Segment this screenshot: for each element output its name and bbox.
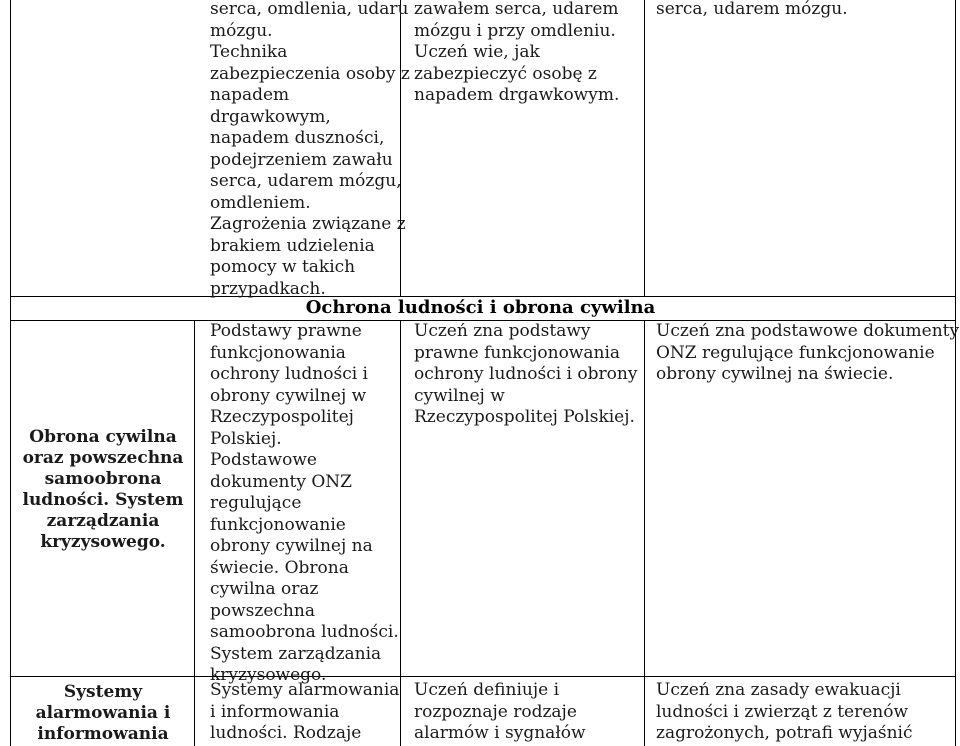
- text-line: cywilnej w: [414, 385, 505, 406]
- text-line: Uczeń wie, jak: [414, 42, 540, 62]
- text-line: Obrona cywilna: [29, 427, 177, 447]
- text-line: napadem: [210, 85, 290, 105]
- text-line: funkcjonowanie: [210, 514, 346, 535]
- text-line: brakiem udzielenia: [210, 235, 375, 256]
- text-line: oraz powszechna: [22, 448, 184, 468]
- text-line: Technika: [210, 42, 288, 62]
- text-line: powszechna: [210, 600, 315, 621]
- grid-line-basic: [644, 0, 645, 297]
- text-line: serca, udarem mózgu,: [210, 171, 402, 191]
- grid-line-row: [10, 676, 956, 677]
- text-line: ochrony ludności i: [210, 364, 368, 384]
- alarm-extended-cell: [656, 680, 913, 745]
- text-line: ONZ regulujące funkcjonowanie: [656, 342, 935, 363]
- top-extended-cell: [656, 0, 848, 21]
- text-line: zarządzania: [46, 511, 160, 531]
- text-line: podejrzeniem zawału: [210, 149, 393, 170]
- text-line: serca, udarem mózgu.: [656, 0, 848, 19]
- text-line: kryzysowego.: [40, 532, 166, 552]
- text-line: napadem duszności,: [210, 128, 385, 148]
- alarm-basic-cell: [414, 680, 586, 745]
- civil-extended-cell: [656, 321, 959, 386]
- text-line: rozpoznaje rodzaje: [414, 701, 577, 722]
- grid-line-left: [10, 0, 11, 746]
- text-line: zagrożonych, potrafi wyjaśnić: [656, 723, 913, 743]
- text-line: pomocy w takich: [210, 257, 356, 277]
- text-line: Zagrożenia związane z: [210, 214, 406, 234]
- text-line: mózgu.: [210, 20, 273, 41]
- text-line: serca, omdlenia, udaru: [210, 0, 409, 19]
- text-line: Rzeczypospolitej: [210, 407, 354, 427]
- alarm-topic-cell: [14, 682, 192, 745]
- text-line: Uczeń zna podstawy: [414, 321, 591, 341]
- text-line: Uczeń zna podstawowe dokumenty: [656, 321, 960, 341]
- text-line: dokumenty ONZ: [210, 471, 352, 492]
- civil-topic-cell: [14, 427, 192, 553]
- text-line: alarmowania i: [35, 703, 171, 723]
- text-line: ludności. Rodzaje: [210, 723, 362, 743]
- text-line: obrony cywilnej na świecie.: [656, 364, 894, 384]
- text-line: samoobrona ludności.: [210, 622, 399, 642]
- civil-content-cell: [210, 321, 399, 687]
- text-line: regulujące: [210, 493, 302, 513]
- grid-line-content: [400, 320, 401, 746]
- text-line: Systemy alarmowania: [210, 680, 400, 700]
- text-line: mózgu i przy omdleniu.: [414, 20, 616, 41]
- text-line: Uczeń zna zasady ewakuacji: [656, 680, 901, 700]
- text-line: Rzeczypospolitej Polskiej.: [414, 407, 635, 427]
- text-line: obrony cywilnej w: [210, 385, 367, 406]
- text-line: i informowania: [210, 701, 340, 722]
- top-content-cell: [210, 0, 410, 300]
- text-line: zawałem serca, udarem: [414, 0, 619, 19]
- grid-line-basic: [644, 320, 645, 746]
- text-line: drgawkowym,: [210, 106, 331, 127]
- text-line: Systemy: [63, 682, 143, 702]
- text-line: funkcjonowania: [210, 342, 346, 363]
- text-line: zabezpieczenia osoby z: [210, 63, 410, 84]
- text-line: kryzysowego.: [210, 665, 327, 685]
- text-line: System zarządzania: [210, 643, 382, 664]
- text-line: świecie. Obrona: [210, 557, 349, 578]
- text-line: omdleniem.: [210, 192, 311, 213]
- text-line: ochrony ludności i obrony: [414, 364, 638, 384]
- text-line: zabezpieczyć osobę z: [414, 63, 597, 84]
- text-line: samoobrona: [44, 469, 162, 489]
- text-line: obrony cywilnej na: [210, 536, 373, 556]
- text-line: Uczeń definiuje i: [414, 680, 560, 700]
- text-line: cywilna oraz: [210, 579, 319, 599]
- text-line: informowania: [37, 724, 169, 744]
- text-line: ludności. System: [22, 490, 184, 510]
- text-line: Podstawowe: [210, 450, 317, 470]
- text-line: napadem drgawkowym.: [414, 85, 620, 105]
- text-line: alarmów i sygnałów: [414, 723, 586, 743]
- text-line: prawne funkcjonowania: [414, 342, 621, 363]
- alarm-content-cell: [210, 680, 399, 745]
- grid-line-topic: [194, 320, 195, 746]
- section-title: Ochrona ludności i obrona cywilna: [305, 297, 656, 318]
- text-line: Podstawy prawne: [210, 321, 362, 341]
- civil-basic-cell: [414, 321, 637, 429]
- text-line: ludności i zwierząt z terenów: [656, 701, 909, 722]
- text-line: Polskiej.: [210, 428, 282, 449]
- text-line: przypadkach.: [210, 278, 326, 299]
- top-basic-cell: [414, 0, 619, 107]
